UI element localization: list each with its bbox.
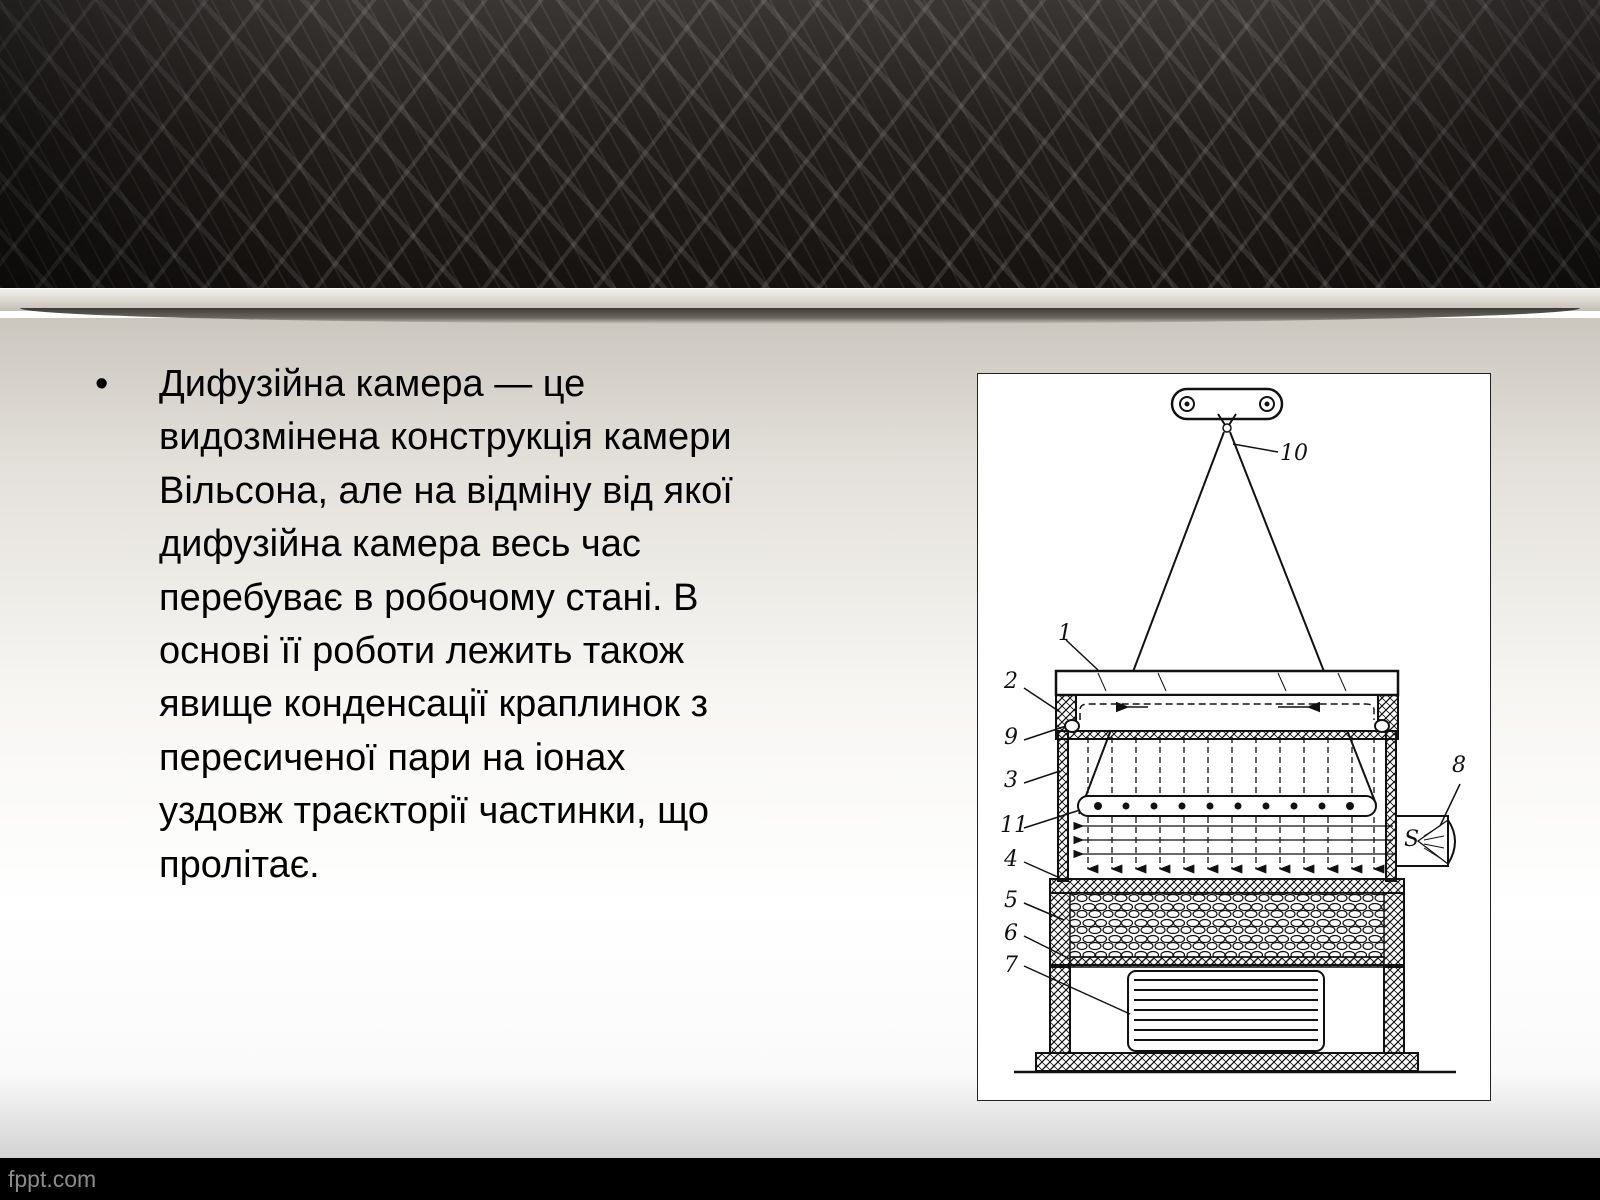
bullet-marker: • [95,363,109,405]
label-1: 1 [1058,621,1072,646]
label-8: 8 [1452,753,1466,778]
label-7: 7 [1004,953,1018,978]
label-10: 10 [1280,441,1308,466]
header-shade [0,0,1600,292]
beam-arrows [1083,826,1393,854]
label-3: 3 [1004,768,1018,793]
label-2: 2 [1004,669,1018,694]
bullet-list [95,358,735,892]
label-9: 9 [1004,725,1018,750]
bullet-text: Дифузійна камера — це видозмінена конструкція камери Вільсона, але на відміну від якої дифузійна камера весь час перебуває в робочому стані. В основі її роботи лежить також явище конденсації краплинок з пересиченої пари на іонах уздовж траєкторії частинки, що пролітає. [159,363,733,886]
cold-plate-4 [1050,879,1404,893]
footer-bar [0,1158,1600,1200]
glass-lid-1 [1056,671,1398,695]
diffusion-chamber-diagram [978,374,1492,1102]
cooling-coil-7 [1128,971,1324,1051]
light-source-10 [1172,389,1282,432]
label-4: 4 [1004,847,1018,872]
label-s: S [1404,827,1420,852]
label-6: 6 [1004,921,1018,946]
footer-brand: fppt.com [8,1166,97,1192]
label-5: 5 [1004,888,1018,913]
coolant-5 [1070,893,1384,957]
label-11: 11 [1000,813,1028,838]
bullet-item [95,358,735,892]
diffusion-chamber-figure [977,373,1491,1101]
floor-plate [1036,1053,1418,1071]
